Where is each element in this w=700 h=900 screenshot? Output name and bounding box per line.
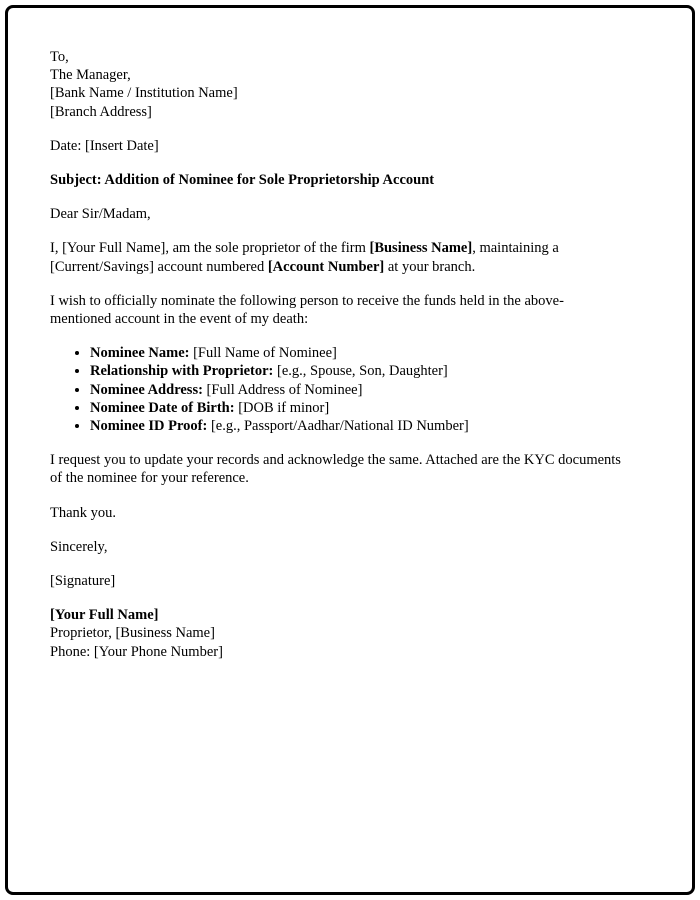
placeholder-bold-segment: [Account Number] [267,258,385,275]
closing-line: Sincerely, [50,538,108,555]
recipient-line-to: To, [50,49,69,65]
nomination-paragraph: I wish to officially nominate the following person to receive the funds held in the above-mentioned account in the event of my death: [50,292,564,328]
placeholder-bold-segment: [Business Name] [369,240,473,257]
nominee-list-item [90,399,622,417]
text-segment: I, [Your Full Name], am the sole proprietor of the firm [50,240,370,257]
letter-document [50,48,622,661]
text-segment: , maintaining a [Current/Savings] account numbered [50,240,559,275]
nominee-details-list [50,344,622,435]
nominee-item-label: Nominee ID Proof: [90,418,208,435]
nominee-list-item [90,362,622,380]
nominee-list-item [90,344,622,362]
nominee-item-value: [Full Name of Nominee] [189,345,337,362]
recipient-line-bank-name: [Bank Name / Institution Name] [50,85,238,102]
signature-block [50,606,622,661]
nominee-list-item [90,381,622,399]
recipient-line-branch-address: [Branch Address] [50,103,152,120]
nominee-item-value: [Full Address of Nominee] [202,381,363,398]
nominee-item-label: Nominee Name: [90,345,190,362]
signer-title: Proprietor, [Business Name] [50,625,215,642]
intro-paragraph [50,239,622,275]
signer-name: [Your Full Name] [50,607,159,624]
nominee-item-value: [e.g., Passport/Aadhar/National ID Number] [207,418,469,435]
signature-placeholder: [Signature] [50,573,116,590]
text-segment: at your branch. [384,258,476,275]
nominee-item-label: Relationship with Proprietor: [90,363,274,380]
nominee-item-label: Nominee Date of Birth: [90,399,235,416]
recipient-block [50,48,622,121]
nominee-item-value: [e.g., Spouse, Son, Daughter] [273,363,448,380]
thank-you-line: Thank you. [50,504,117,521]
signer-phone: Phone: [Your Phone Number] [50,643,223,660]
salutation: Dear Sir/Madam, [50,206,151,223]
date-line: Date: [Insert Date] [50,137,159,154]
nominee-item-value: [DOB if minor] [234,399,330,416]
nominee-list-item [90,417,622,435]
recipient-line-manager: The Manager, [50,67,131,84]
nominee-item-label: Nominee Address: [90,381,203,398]
request-paragraph: I request you to update your records and acknowledge the same. Attached are the KYC documents of the nominee for your reference. [50,452,621,487]
subject-line: Subject: Addition of Nominee for Sole Proprietorship Account [50,172,435,189]
